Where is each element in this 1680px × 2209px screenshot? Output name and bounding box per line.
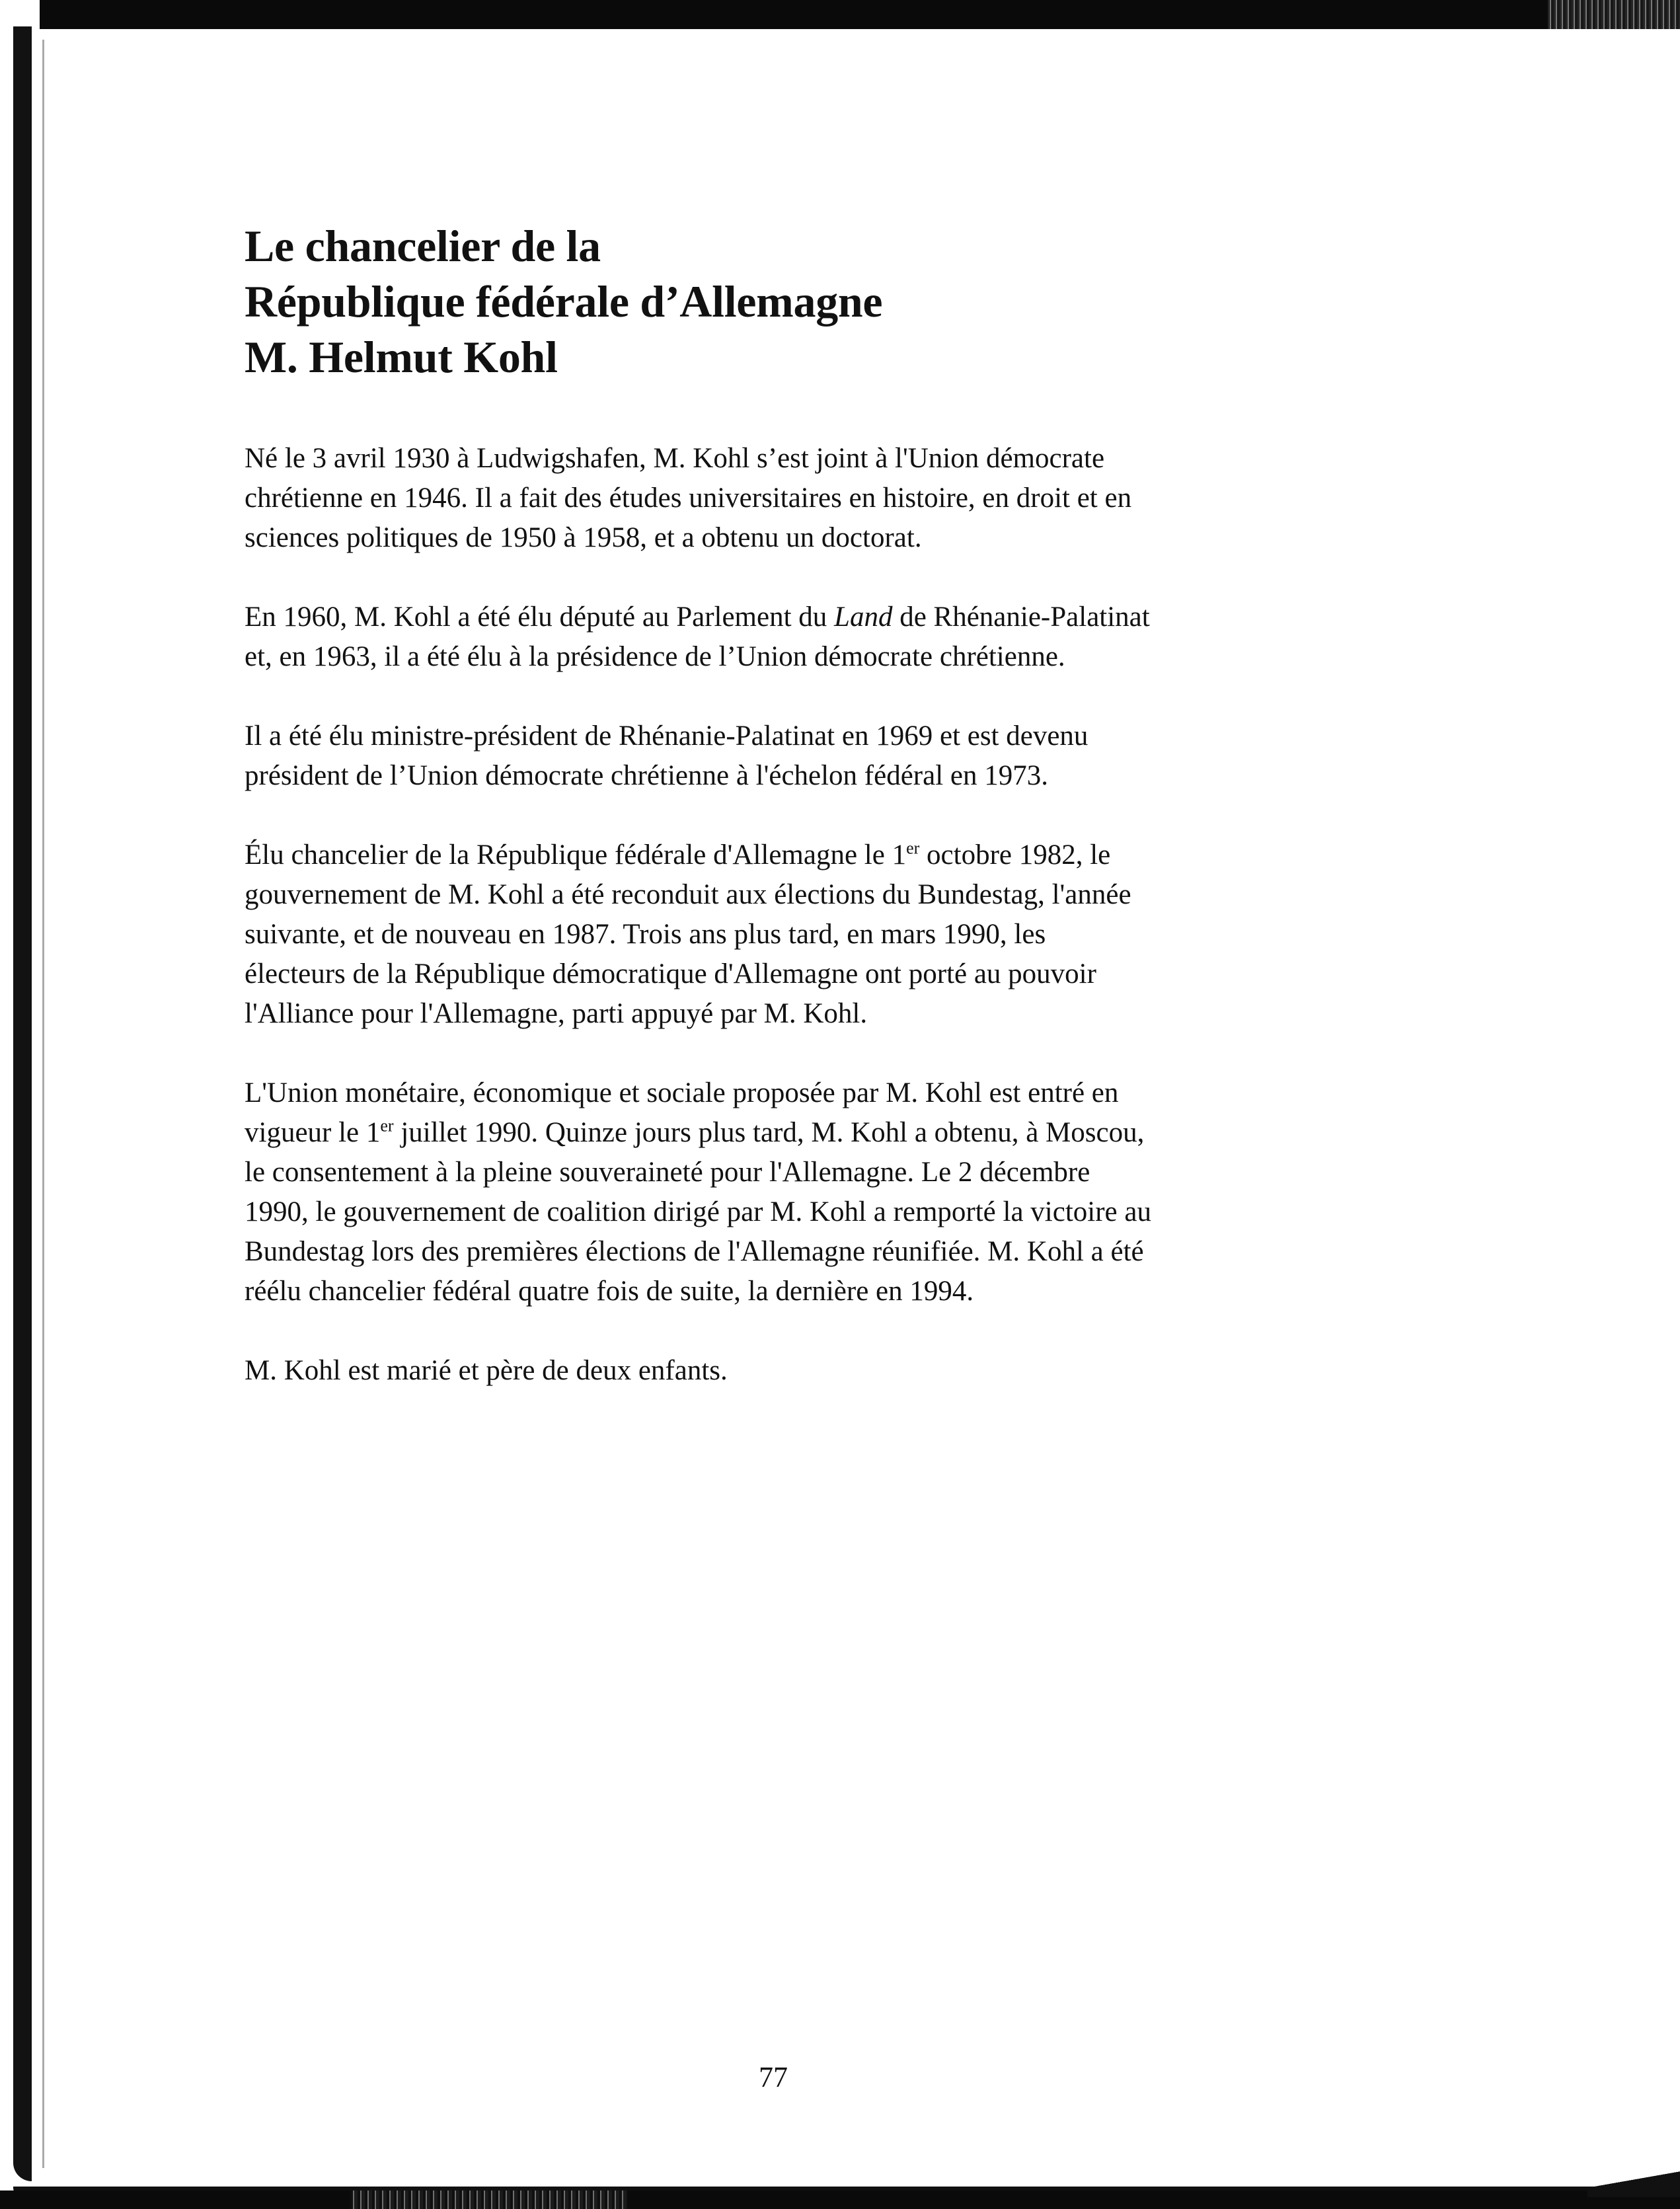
paragraph-birth-education [245, 439, 1342, 558]
superscript: er [906, 838, 920, 858]
text-line: électeurs de la République démocratique d'Allemagne ont porté au pouvoir [245, 958, 1096, 989]
text-line: Il a été élu ministre-président de Rhénanie-Palatinat en 1969 et est devenu [245, 720, 1088, 752]
text-segment: Élu chancelier de la République fédérale d'Allemagne le 1 [245, 839, 907, 871]
text-line: suivante, et de nouveau en 1987. Trois ans plus tard, en mars 1990, les [245, 919, 1046, 950]
superscript: er [380, 1116, 394, 1136]
paragraph-family [245, 1351, 1342, 1391]
text-line: le consentement à la pleine souveraineté pour l'Allemagne. Le 2 décembre [245, 1157, 1090, 1188]
scan-noise-top-right [1548, 0, 1680, 29]
scan-edge-left [13, 26, 32, 2181]
text-line: chrétienne en 1946. Il a fait des études universitaires en histoire, en droit et en [245, 483, 1132, 514]
page-content [245, 218, 1342, 1430]
text-line: Bundestag lors des premières élections de l'Allemagne réunifiée. M. Kohl a été [245, 1236, 1144, 1267]
scan-edge-bottom [0, 2190, 1680, 2209]
text-line: président de l’Union démocrate chrétienne à l'échelon fédéral en 1973. [245, 760, 1048, 791]
text-line: gouvernement de M. Kohl a été reconduit aux élections du Bundestag, l'année [245, 879, 1131, 910]
text-line: Né le 3 avril 1930 à Ludwigshafen, M. Kohl s’est joint à l'Union démocrate [245, 443, 1105, 474]
text-line: L'Union monétaire, économique et sociale proposée par M. Kohl est entré en [245, 1077, 1119, 1108]
paragraph-reunification [245, 1073, 1342, 1311]
text-line: réélu chancelier fédéral quatre fois de suite, la dernière en 1994. [245, 1276, 974, 1307]
text-line [245, 835, 1342, 875]
text-line: l'Alliance pour l'Allemagne, parti appuyé par M. Kohl. [245, 998, 868, 1029]
text-segment: de Rhénanie-Palatinat [892, 601, 1150, 633]
scan-edge-top [0, 0, 1680, 29]
text-line: 1990, le gouvernement de coalition dirigé par M. Kohl a remporté la victoire au [245, 1196, 1151, 1227]
scan-corner-bottom-right [1587, 2171, 1680, 2197]
text-line: M. Kohl est marié et père de deux enfants. [245, 1355, 728, 1386]
text-segment: octobre 1982, le [919, 839, 1111, 871]
text-segment: vigueur le 1 [245, 1117, 381, 1148]
text-line [245, 1113, 1342, 1153]
text-segment: En 1960, M. Kohl a été élu député au Parlement du [245, 601, 835, 633]
page-title [245, 218, 1342, 385]
paragraph-early-career [245, 598, 1342, 677]
title-line: République fédérale d’Allemagne [245, 276, 883, 327]
text-line: sciences politiques de 1950 à 1958, et a obtenu un doctorat. [245, 522, 922, 553]
page-number: 77 [759, 2061, 788, 2093]
text-line: et, en 1963, il a été élu à la présidence de l’Union démocrate chrétienne. [245, 641, 1065, 672]
scan-line-left [42, 40, 44, 2168]
title-line: M. Helmut Kohl [245, 332, 558, 382]
title-line: Le chancelier de la [245, 221, 601, 271]
text-italic-land: Land [834, 601, 893, 633]
paragraph-minister-president [245, 717, 1342, 796]
text-line [245, 598, 1342, 637]
scan-noise-bottom [350, 2190, 628, 2209]
paragraph-chancellor [245, 835, 1342, 1034]
text-segment: juillet 1990. Quinze jours plus tard, M. Kohl a obtenu, à Moscou, [393, 1117, 1145, 1148]
